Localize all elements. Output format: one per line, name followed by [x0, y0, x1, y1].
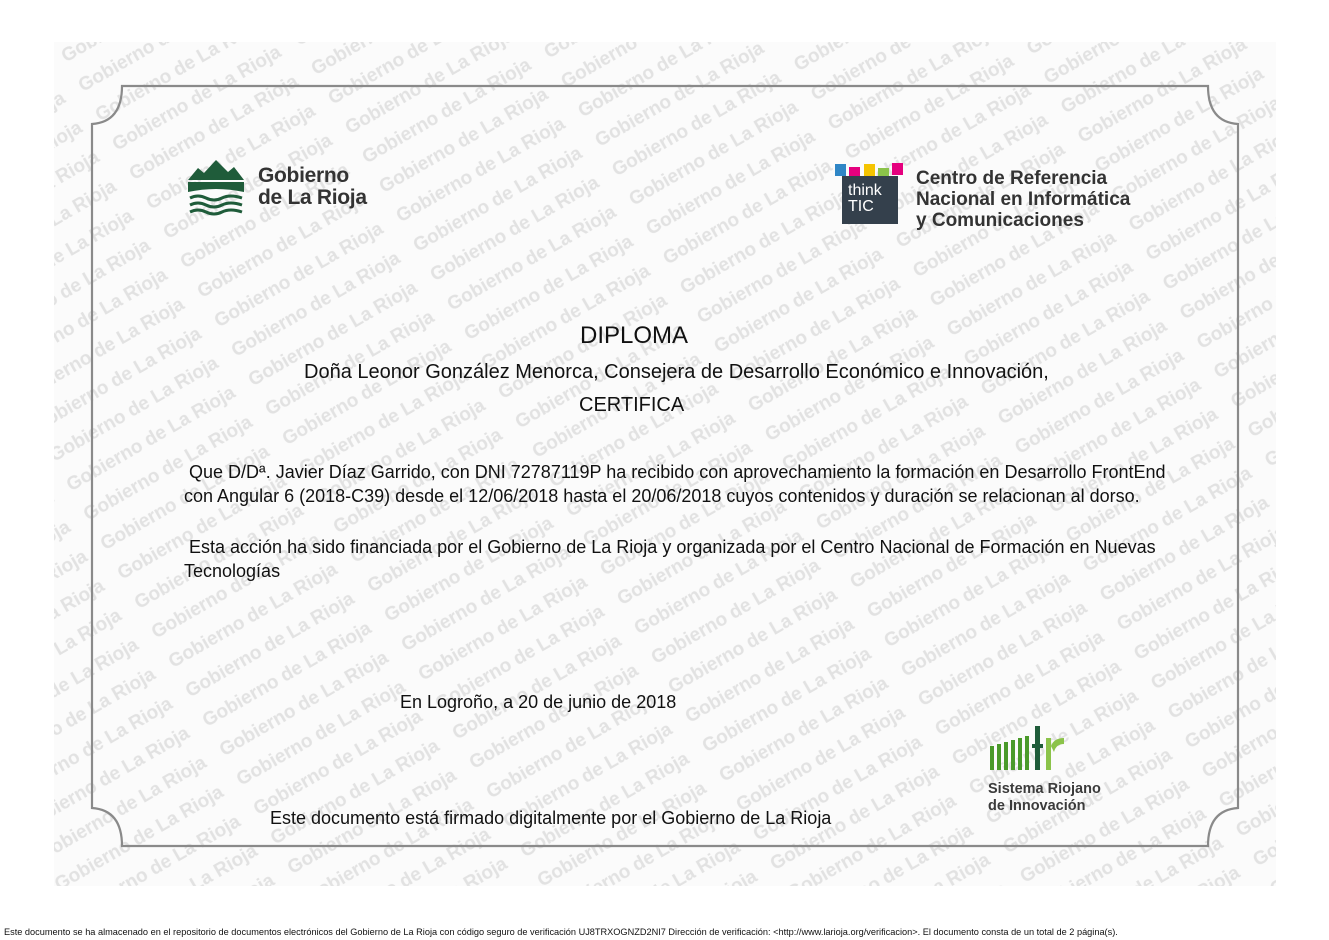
- financing-paragraph: [184, 535, 1174, 583]
- cenatic-line1: Centro de Referencia: [916, 168, 1108, 189]
- tic-label: TIC: [848, 198, 874, 215]
- sri-line1: Sistema Riojano: [988, 781, 1101, 797]
- gobierno-logo-line2: de La Rioja: [258, 186, 367, 209]
- sri-bars-icon: [988, 724, 1078, 772]
- think-tic-badge: [834, 162, 906, 228]
- think-label: think: [848, 182, 882, 199]
- gobierno-la-rioja-logo: [186, 158, 367, 216]
- think-tic-dark-box: [842, 176, 898, 224]
- gobierno-logo-text: [258, 165, 367, 209]
- sri-logo-text: [988, 781, 1101, 815]
- place-date: En Logroño, a 20 de junio de 2018: [400, 692, 677, 712]
- mountains-emblem-icon: [186, 158, 246, 216]
- financing-text: Esta acción ha sido financiada por el Gobierno de La Rioja y organizada por el Centro Nacional de Formación en Nuevas Tecnologías: [184, 537, 1156, 581]
- diploma-title: DIPLOMA: [580, 322, 689, 349]
- sri-line2: de Innovación: [988, 798, 1086, 814]
- certification-paragraph: [184, 460, 1174, 508]
- digital-signature-note: Este documento está firmado digitalmente por el Gobierno de La Rioja: [270, 808, 832, 828]
- cenatic-line3: y Comunicaciones: [916, 210, 1084, 231]
- verification-footer: Este documento se ha almacenado en el repositorio de documentos electrónicos del Gobierno de La Rioja con código seguro de verificación UJ8TRXOGNZD2NI7 Dirección de verificación: <http://www.larioja.org/verificacion>. El documento consta de un total de 2 página(s).: [4, 927, 1118, 937]
- cenatic-logo-text: [916, 168, 1130, 231]
- think-tic-logo: [834, 162, 1130, 231]
- certification-text: Que D/Dª. Javier Díaz Garrido, con DNI 72787119P ha recibido con aprovechamiento la formación en Desarrollo FrontEnd con Angular 6 (2018-C39) desde el 12/06/2018 hasta el 20/06/2018 cuyos contenidos y duración se relacionan al dorso.: [184, 462, 1166, 506]
- consejera-line: Doña Leonor González Menorca, Consejera de Desarrollo Económico e Innovación,: [304, 361, 1049, 383]
- certifica-heading: CERTIFICA: [579, 394, 685, 416]
- gobierno-logo-line1: Gobierno: [258, 164, 349, 187]
- cenatic-line2: Nacional en Informática: [916, 189, 1131, 210]
- sistema-riojano-innovacion-logo: [988, 724, 1101, 815]
